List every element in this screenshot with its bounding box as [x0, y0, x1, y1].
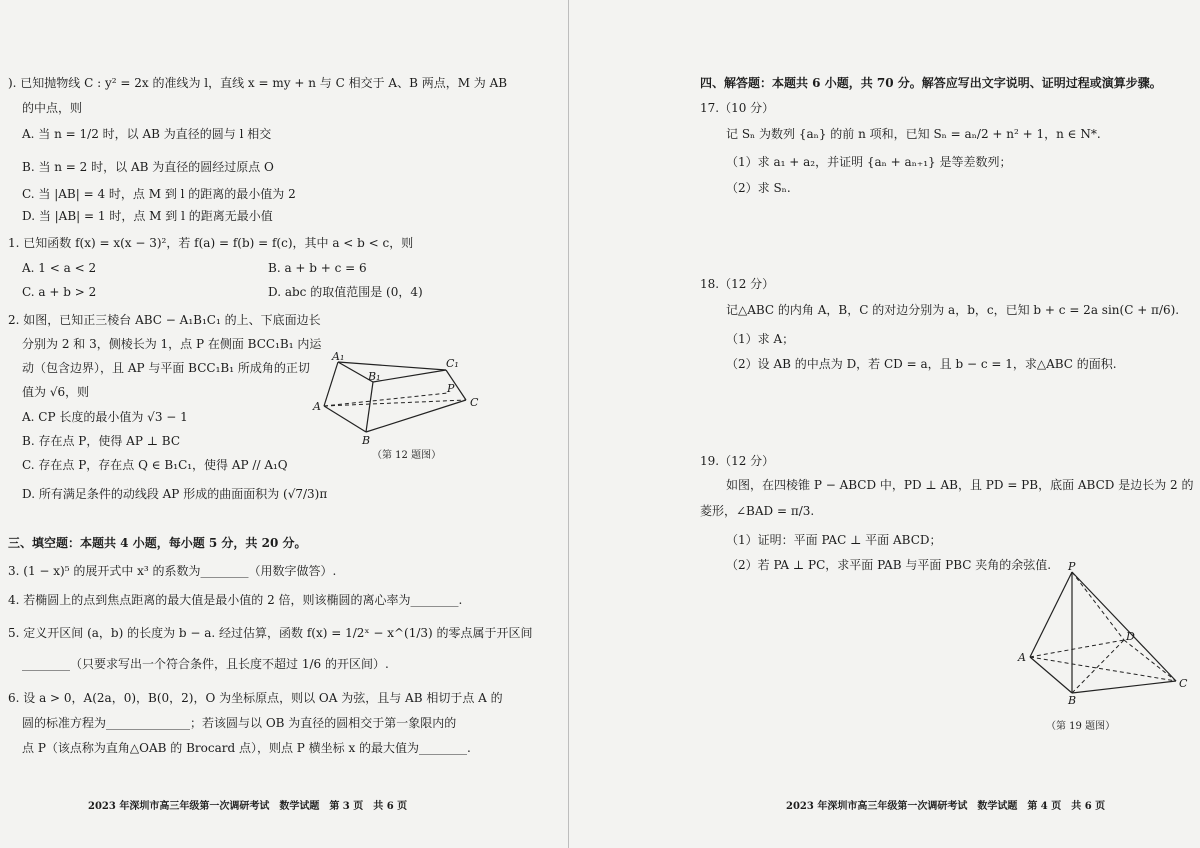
edge-a1a [324, 362, 338, 406]
left-page-footer: 2023 年深圳市高三年级第一次调研考试 数学试题 第 3 页 共 6 页 [88, 801, 408, 812]
q12-frustum-figure [310, 350, 500, 450]
q19-part2: （2）若 PA ⊥ PC，求平面 PAB 与平面 PBC 夹角的余弦值. [726, 558, 1052, 572]
q10-option-b: B. 当 n = 2 时，以 AB 为直径的圆经过原点 O [22, 160, 274, 174]
left-page [0, 0, 570, 848]
q14: 4. 若椭圆上的点到焦点距离的最大值是最小值的 2 倍，则该椭圆的离心率为________. [8, 593, 463, 607]
q10-stem-line2: 的中点，则 [22, 101, 83, 115]
label-c: C [1179, 677, 1188, 690]
q15-line2: ________（只要求写出一个符合条件，且长度不超过 1/6 的开区间）. [22, 657, 389, 671]
q12-figure-caption: （第 12 题图） [372, 450, 442, 461]
section4-heading: 四、解答题：本题共 6 小题，共 70 分。解答应写出文字说明、证明过程或演算步骤。 [700, 76, 1162, 90]
label-b: B [1068, 694, 1077, 705]
q10-option-d: D. 当 |AB| = 1 时，点 M 到 l 的距离无最小值 [22, 209, 273, 223]
edge-b1c1 [373, 370, 446, 382]
right-page [570, 0, 1200, 848]
q12-stem-line4: 值为 √6，则 [22, 385, 90, 399]
q17-number: 17.（10 分） [700, 101, 775, 115]
q11-option-c: C. a + b > 2 [22, 285, 97, 299]
edge-b1b [366, 382, 373, 432]
q11-option-d: D. abc 的取值范围是 (0，4) [268, 285, 423, 299]
q15-line1: 5. 定义开区间 (a，b) 的长度为 b − a. 经过估算，函数 f(x) = 1/2ˣ − x^(1/3) 的零点属于开区间 [8, 626, 533, 640]
section3-heading: 三、填空题：本题共 4 小题，每小题 5 分，共 20 分。 [8, 536, 307, 550]
diagonal-ac-hidden [1030, 657, 1176, 681]
edge-pc [1072, 572, 1176, 681]
q12-stem-line2: 分别为 2 和 3，侧棱长为 1，点 P 在侧面 BCC₁B₁ 内运 [22, 337, 322, 351]
q18-part1: （1）求 A； [726, 332, 795, 346]
label-b: B [362, 434, 371, 447]
label-c: C [470, 396, 479, 409]
q18-part2: （2）设 AB 的中点为 D，若 CD = a，且 b − c = 1，求△ABC 的面积. [726, 357, 1117, 371]
q19-stem-line1: 如图，在四棱锥 P − ABCD 中，PD ⊥ AB，且 PD = PB，底面 ABCD 是边长为 2 的 [726, 478, 1194, 492]
label-c1: C₁ [446, 357, 459, 370]
q11-option-b: B. a + b + c = 6 [268, 261, 367, 275]
q16-line3: 点 P（该点称为直角△OAB 的 Brocard 点），则点 P 横坐标 x 的最大值为________. [22, 741, 471, 755]
q12-option-c: C. 存在点 P，存在点 Q ∈ B₁C₁，使得 AP // A₁Q [22, 458, 288, 472]
q19-stem-line2: 菱形，∠BAD = π/3. [700, 504, 815, 518]
q18-stem: 记△ABC 的内角 A，B，C 的对边分别为 a，b，c，已知 b + c = 2a sin(C + π/6). [726, 303, 1180, 317]
edge-ad-hidden [1030, 640, 1124, 657]
edge-ac-hidden [324, 400, 466, 406]
label-a: A [313, 400, 321, 413]
q12-stem-line1: 2. 如图，已知正三棱台 ABC − A₁B₁C₁ 的上、下底面边长 [8, 313, 321, 327]
edge-ab [324, 406, 366, 432]
q19-part1: （1）证明：平面 PAC ⊥ 平面 ABCD； [726, 533, 942, 547]
edge-pa [1030, 572, 1072, 657]
label-p: P [447, 382, 455, 395]
q10-option-a: A. 当 n = 1/2 时，以 AB 为直径的圆与 l 相交 [22, 127, 272, 141]
q13: 3. (1 − x)⁵ 的展开式中 x³ 的系数为________（用数字做答）. [8, 564, 337, 578]
q12-option-d: D. 所有满足条件的动线段 AP 形成的曲面面积为 (√7/3)π [22, 487, 328, 501]
label-a1: A₁ [332, 350, 345, 363]
q17-stem: 记 Sₙ 为数列 {aₙ} 的前 n 项和，已知 Sₙ = aₙ/2 + n² + 1，n ∈ N*. [726, 127, 1101, 141]
q10-stem-line1: ). 已知抛物线 C : y² = 2x 的准线为 l，直线 x = my + n 与 C 相交于 A、B 两点，M 为 AB [8, 76, 508, 90]
q11-stem: 1. 已知函数 f(x) = x(x − 3)²，若 f(a) = f(b) = f(c)，其中 a < b < c，则 [8, 236, 414, 250]
q17-part2: （2）求 Sₙ. [726, 181, 791, 195]
edge-dc-hidden [1124, 640, 1176, 681]
q19-pyramid-figure [1000, 560, 1200, 705]
q17-part1: （1）求 a₁ + a₂，并证明 {aₙ + aₙ₊₁} 是等差数列； [726, 155, 1012, 169]
q12-stem-line3: 动（包含边界），且 AP 与平面 BCC₁B₁ 所成角的正切 [22, 361, 310, 375]
q18-number: 18.（12 分） [700, 277, 775, 291]
label-d: D [1126, 630, 1135, 643]
q12-option-b: B. 存在点 P，使得 AP ⊥ BC [22, 434, 181, 448]
q19-number: 19.（12 分） [700, 454, 775, 468]
label-a: A [1018, 651, 1026, 664]
label-p: P [1068, 560, 1076, 573]
segment-ap [324, 393, 448, 406]
label-b1: B₁ [368, 370, 381, 383]
q10-option-c: C. 当 |AB| = 4 时，点 M 到 l 的距离的最小值为 2 [22, 187, 296, 201]
q12-option-a: A. CP 长度的最小值为 √3 − 1 [22, 410, 188, 424]
edge-bc [366, 400, 466, 432]
edge-a1c1 [338, 362, 446, 370]
right-page-footer: 2023 年深圳市高三年级第一次调研考试 数学试题 第 4 页 共 6 页 [786, 801, 1106, 812]
edge-bc [1072, 681, 1176, 693]
edge-pd-hidden [1072, 572, 1124, 640]
q11-option-a: A. 1 < a < 2 [22, 261, 97, 275]
q16-line2: 圆的标准方程为______________；若该圆与以 OB 为直径的圆相交于第一象限内的 [22, 716, 457, 730]
q19-figure-caption: （第 19 题图） [1046, 721, 1116, 732]
q16-line1: 6. 设 a > 0，A(2a，0)，B(0，2)，O 为坐标原点，则以 OA 为弦，且与 AB 相切于点 A 的 [8, 691, 503, 705]
